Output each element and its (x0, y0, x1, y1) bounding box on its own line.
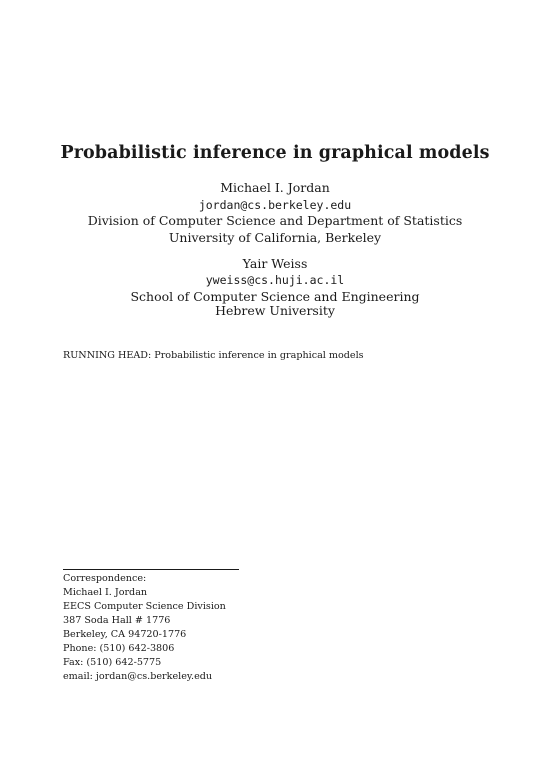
running-head: RUNNING HEAD: Probabilistic inference in graphical models (63, 350, 364, 361)
footnote-rule (63, 569, 239, 570)
author-affiliation: School of Computer Science and Engineering (130, 289, 420, 304)
correspondence-line: Phone: (510) 642-3806 (63, 643, 175, 654)
correspondence-line: Correspondence: (63, 573, 147, 584)
author-affiliation: University of California, Berkeley (168, 230, 382, 245)
correspondence-line: Berkeley, CA 94720-1776 (63, 629, 187, 640)
correspondence-line: 387 Soda Hall # 1776 (63, 615, 171, 626)
author-affiliation: Division of Computer Science and Department of Statistics (87, 213, 463, 228)
author-affiliation: Hebrew University (215, 303, 335, 318)
paper-title: Probabilistic inference in graphical models (60, 143, 490, 163)
correspondence-line: EECS Computer Science Division (63, 601, 226, 612)
correspondence-line: Fax: (510) 642-5775 (63, 657, 162, 668)
author-email: yweiss@cs.huji.ac.il (205, 273, 345, 287)
author-name: Yair Weiss (242, 256, 308, 271)
author-email: jordan@cs.berkeley.edu (198, 198, 352, 212)
author-name: Michael I. Jordan (220, 180, 330, 195)
correspondence-line: Michael I. Jordan (63, 587, 148, 598)
correspondence-line: email: jordan@cs.berkeley.edu (63, 671, 213, 682)
